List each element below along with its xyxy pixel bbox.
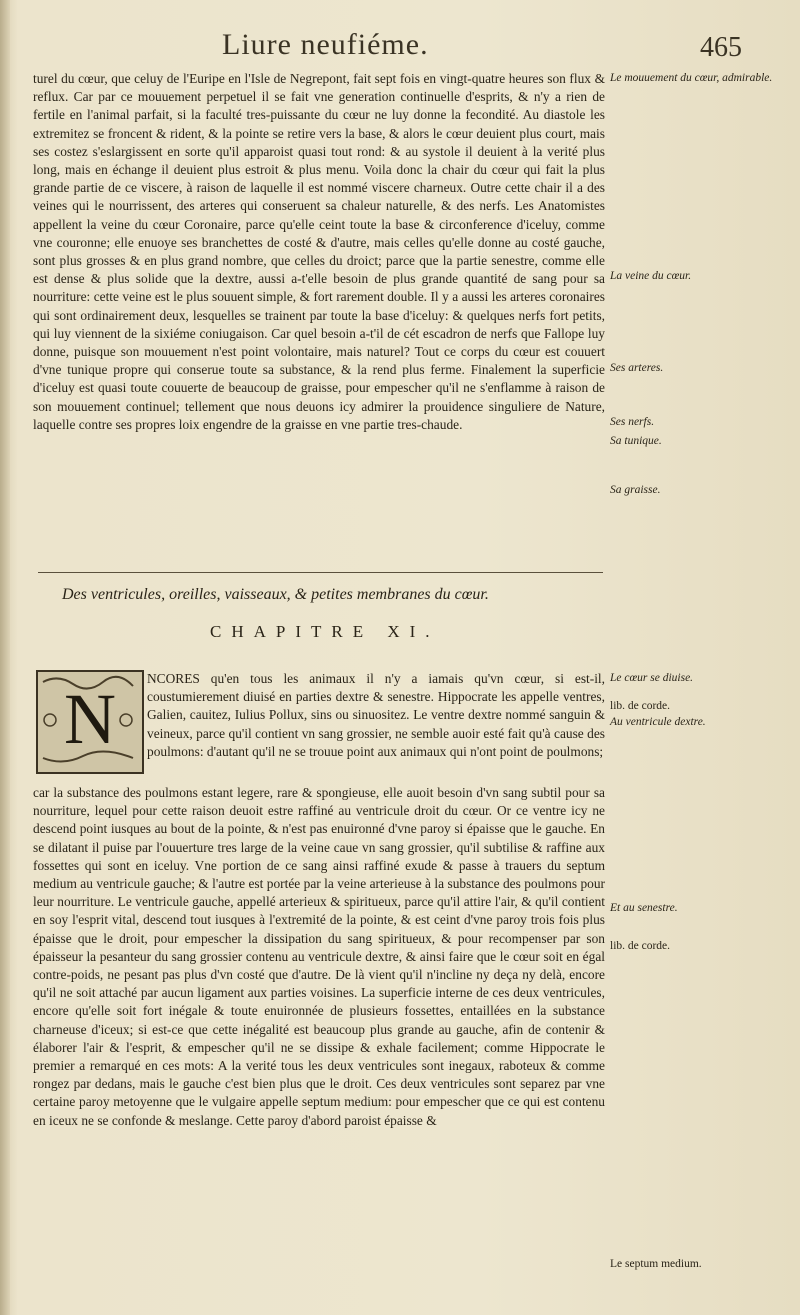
chapter-heading: CHAPITRE XI. bbox=[210, 622, 440, 641]
paragraph-continuation: turel du cœur, que celuy de l'Euripe en l'Isle de Negrepont, fait sept fois en vingt-quatre heures son flux & reflux. Car par ce mouuement perpetuel il se fait vne generation continuelle d'esprits, & n'y a rien de fertile en l'animal parfait, si la faculté tres-puissante du cœur ne luy donne la fecondité. Au diastole les extremitez se froncent & rident, & la pointe se retire vers la base, & alors le cœur deuient plus court, mais ses costez s'eslargissent en sorte qu'il apparoist quasi tout rond: & au systole il deuient à la verité plus long, mais en échange il deuient plus estroit & plus menu. Voila donc la chair du cœur qui fait la plus grande partie de ce viscere, à raison de laquelle il est nommé viscere charneux. Outre cette chair il a des veines qui le nourrissent, des arteres qui conseruent sa chaleur naturelle, & des nerfs. Les Anatomistes appellent la veine du cœur Coronaire, parce qu'elle ceint toute la base & circonference d'iceluy, comme vne couronne; elle enuoye ses branchettes de costé & d'autre, mais celles qu'elle donne au costé gauche, sont plus grosses & en plus grand nombre, que celles du droict; parce que la partie senestre, comme elle est dense & plus solide que la dextre, aussi a-t'elle besoin de plus grande quantité de sang pour sa nourriture: cette veine est le plus souuent simple, & fort rarement double. Il y a aussi les arteres coronaires qui sont ordinairement deux, lesquelles se trainent par toute la base d'iceluy: & quelques nerfs fort petits, qui luy viennent de la sixiéme coniugaison. Car quel besoin a-t'il de cét escadron de nerfs que Fallope luy donne, puisque son mouuement n'est point volontaire, mais naturel? Tout ce corps du cœur est couuert d'vne tunique propre qui conserue toute sa substance, & la rend plus ferme. Finalement la superficie d'iceluy est quasi toute couuerte de beaucoup de graisse, pour empescher qu'il ne s'enflamme à raison de son mouuement continuel; tellement que nous deuons icy admirer la prouidence singuliere de Nature, laquelle contre ses propres loix engendre de la graisse en vne partie tres-chaude. bbox=[33, 71, 605, 432]
initial-letter: N bbox=[64, 679, 116, 759]
margin-note: Sa graisse. bbox=[610, 484, 661, 496]
margin-note: Sa tunique. bbox=[610, 435, 662, 447]
running-title: Liure neufiéme. bbox=[222, 28, 429, 61]
chapter-opening: NCORES qu'en tous les animaux il n'y a iamais qu'vn cœur, si est-il, coustumierement diuisé en parties dextre & senestre. Hippocrate les appelle ventres, Galien, cauitez, Iulius Pollux, sins ou sinuositez. Le ventre dextre nommé sanguin & veineux, parce qu'il contient vn sang grossier, ne semble auoir esté fait qu'à cause des poulmons: d'autant qu'il ne se trouue point aux animaux qui n'ont point de poulmons; bbox=[147, 671, 605, 759]
section-rule bbox=[38, 572, 603, 573]
chapter-subtitle: Des ventricules, oreilles, vaisseaux, & petites membranes du cœur. bbox=[62, 586, 489, 603]
margin-note: lib. de corde. bbox=[610, 700, 671, 712]
margin-note: Ses nerfs. bbox=[610, 416, 655, 428]
page-number: 465 bbox=[700, 32, 742, 63]
margin-note: Au ventricule dextre. bbox=[610, 716, 706, 728]
decorated-initial bbox=[36, 670, 144, 774]
margin-note: Le cœur se diuise. bbox=[610, 672, 694, 684]
margin-note: Le septum medium. bbox=[610, 1258, 702, 1270]
margin-note: Et au senestre. bbox=[610, 902, 678, 914]
binding-gutter bbox=[0, 0, 10, 1315]
margin-note: La veine du cœur. bbox=[610, 270, 692, 282]
margin-note: lib. de corde. bbox=[610, 940, 671, 952]
page-header bbox=[0, 28, 800, 68]
paragraph: car la substance des poulmons estant legere, rare & spongieuse, elle auoit besoin d'vn sang subtil pour sa nourriture, lequel pour cette raison deuoit estre raffiné au ventricule droit du cœur. Or ce ventre icy ne descend point iusques au bout de la pointe, & n'est pas enuironné d'vne paroy si épaisse que le gauche. En se dilatant il puise par l'ouuerture tres large de la veine caue vn sang grossier, qu'il subtilise & raffine aux fossettes qui sont en iceluy. Vne portion de ce sang ainsi raffiné exude & passe à trauers du septum medium au ventricule gauche; & l'autre est portée par la veine arterieuse à la substance des poulmons pour leur nourriture. Le ventricule gauche, appellé arterieux & spiritueux, parce qu'il attire l'air, & qu'il contient en soy l'esprit vital, descend tout iusques à l'extremité de la pointe, & est ceint d'vne paroy trois fois plus épaisse que le droit, pour empescher la dissipation du sang spiritueux, & pour recompenser par son épaisseur la pesanteur du sang grossier contenu au ventricule dextre, & ainsi faire que le cœur soit en égal contre-poids, ne pesant pas plus d'vn costé que d'autre. De là vient qu'il n'incline ny deça ny delà, encore qu'il ne soit attaché par aucun ligament aux parties voisines. La superficie interne de ces deux ventricules, encore qu'elle soit fort inégale & toute enuironnée de plusieurs fossettes, entaillées en la substance charneuse d'iceux; si est-ce que cette inégalité est beaucoup plus grande au gauche, afin de contenir & élaborer l'air & l'esprit, & empescher qu'il ne se dissipe & exhale facilement; comme Hippocrate le premier a remarqué en ces mots: A la verité tous les deux ventricules sont inegaux, raboteux & comme rongez par dedans, mais le gauche c'est bien plus que le droit. Ces deux ventricules sont separez par vne certaine paroy metoyenne que le vulgaire appelle septum medium: pour empescher que ce qui est contenu en iceux ne se confonde & meslange. Cette paroy d'abord paroist épaisse & bbox=[33, 785, 605, 1128]
margin-note: Le mouuement du cœur, admirable. bbox=[610, 72, 773, 84]
margin-note: Ses arteres. bbox=[610, 362, 664, 374]
